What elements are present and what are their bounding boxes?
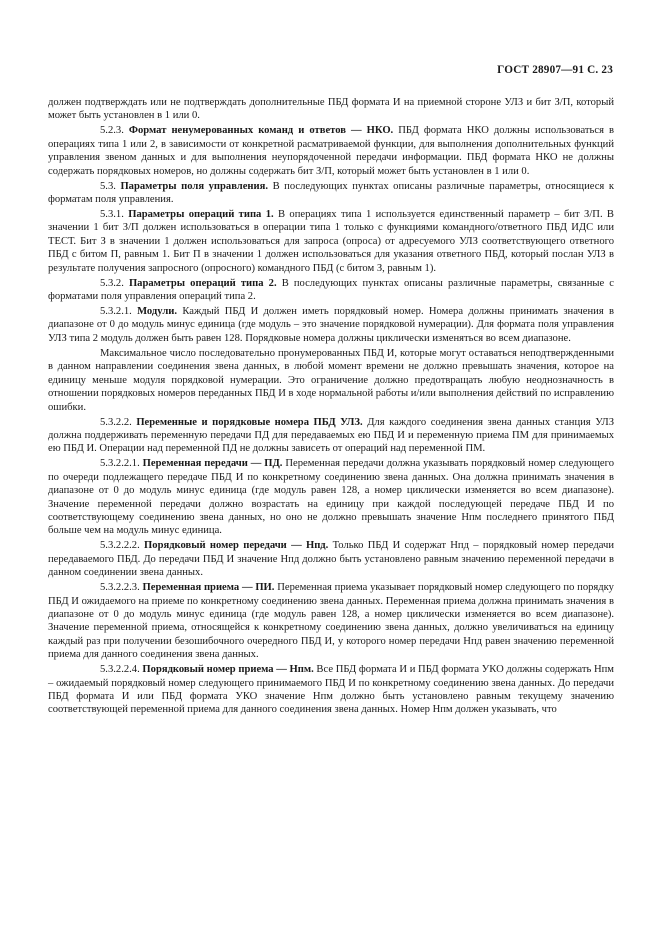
section-heading: Параметры операций типа 2. — [128, 277, 277, 289]
section-number: 5.3.2.1. — [100, 306, 132, 318]
paragraph-5-3-2-1 — [48, 305, 614, 345]
section-heading: Параметры операций типа 1. — [128, 209, 274, 221]
paragraph-5-3-2-2-3 — [48, 581, 614, 661]
section-number: 5.3. — [100, 180, 116, 192]
section-number: 5.3.2. — [100, 277, 124, 289]
paragraph-max-number — [48, 347, 614, 414]
section-heading: Параметры поля управления. — [120, 180, 269, 192]
section-heading: Порядковый номер приема — Нпм. — [142, 664, 314, 676]
section-number: 5.3.2.2. — [100, 416, 132, 428]
paragraph-text: ПБД формата НКО должны использоваться в операциях типа 1 или 2, в зависимости от конкретной расматриваемой функции, для выполнения дополнительных функций управления звеном данных и для выполнения неупорядоченной передачи информации. ПБД формата НКО не должны содержать порядковых номеров, но должны содержать бит З/П, который может быть установлен в 1 или 0. — [48, 125, 615, 177]
page-header: ГОСТ 28907—91 С. 23 — [497, 64, 613, 76]
paragraph-text: должен подтверждать или не подтверждать дополнительные ПБД формата И на приемной стороне УЛЗ и бит З/П, который может быть установлен в 1 или 0. — [48, 97, 614, 122]
section-heading: Формат ненумерованных команд и ответов — НКО. — [128, 125, 394, 137]
document-body — [48, 96, 614, 718]
section-number: 5.3.2.2.3. — [100, 582, 140, 594]
paragraph-text: Для каждого соединения звена данных станция УЛЗ должна поддерживать переменную передачи ПД для передаваемых ею ПБД И и переменную приема ПМ для принимаемых ею ПБД И. Операции над переменной ПД не должны зависеть от операций над переменной ПМ. — [48, 416, 614, 455]
section-heading: Переменная передачи — ПД. — [142, 458, 283, 470]
paragraph-text: Каждый ПБД И должен иметь порядковый номер. Номера должны принимать значения в диапазоне от 0 до модуль минус единица (где модуль – это значение порядковой нумерации). Для формата поля управления УЛЗ типа 2 модуль должен быть равен 128. Порядковые номера должны циклически изменяться во всем диапазоне. — [48, 306, 615, 344]
paragraph-continuation — [48, 96, 614, 123]
paragraph-text: В последующих пунктах описаны различные параметры, относящиеся к форматам поля управления. — [48, 180, 614, 206]
paragraph-text: В операциях типа 1 используется единственный параметр – бит З/П. В значении 1 бит З/П должен использоваться в операции типа 1 только с функциями командного/ответного ПБД ИДС или ТЕСТ. Бит З в значении 1 должен использоваться для запроса (опроса) от адресуемого УЛЗ соответствующего ответного ПБД с битом П, равным 1. Бит П в значении 1 должен использоваться для указания ответного ПБД, который послан УЛЗ в результате получения запросного (опросного) командного ПБД (с битом З, равным 1). — [48, 209, 615, 274]
section-number: 5.3.1. — [100, 209, 124, 221]
paragraph-5-3-2-2-4 — [48, 663, 614, 717]
paragraph-5-3-2-2-1 — [48, 457, 614, 537]
paragraph-5-3 — [48, 180, 614, 207]
section-number: 5.3.2.2.4. — [100, 664, 140, 676]
paragraph-5-3-1 — [48, 208, 614, 275]
section-number: 5.3.2.2.2. — [100, 540, 140, 552]
section-heading: Переменная приема — ПИ. — [142, 582, 275, 594]
paragraph-text: Переменная приема указывает порядковый номер следующего по порядку ПБД И ожидаемого на приеме по конкретному соединению звена данных. Переменная приема должна принимать значения в диапазоне от 0 до модуль минус единица (где модуль равен 128, а номер циклически изменяется во всем диапазоне). Значение переменной приема, относящейся к конкретному соединению звена данных, должно увеличиваться на единицу каждый раз при получении безошибочного очередного ПБД И, у которого номер передачи Нпд равен значению переменной приема для данного соединения звена данных. — [48, 582, 614, 661]
paragraph-text: Только ПБД И содержат Нпд – порядковый номер передачи передаваемого ПБД. До передачи ПБД И значение Нпд должно быть установлено равным значению переменной передачи в данном соединении звена данных. — [48, 540, 614, 579]
section-number: 5.2.3. — [100, 125, 124, 137]
paragraph-5-3-2 — [48, 277, 614, 304]
section-heading: Порядковый номер передачи — Нпд. — [144, 540, 329, 552]
paragraph-5-2-3 — [48, 124, 614, 178]
section-heading: Переменные и порядковые номера ПБД УЛЗ. — [136, 416, 363, 428]
section-heading: Модули. — [137, 306, 178, 318]
paragraph-text: Все ПБД формата И и ПБД формата УКО должны содержать Нпм – ожидаемый порядковый номер следующего принимаемого ПБД И по конкретному соединению звена данных. До передачи ПБД формата И или ПБД формата УКО значение Нпм должно быть установлено равным текущему значению соответствующей переменной приема для данного соединения звена данных. Номер Нпм должен указывать, что — [48, 664, 614, 716]
paragraph-text: Переменная передачи должна указывать порядковый номер следующего по очереди подлежащего передаче ПБД И по конкретному соединению звена данных. Она должна принимать значения в диапазоне от 0 до модуль минус единица (где модуль равен 128, а номер циклически изменяется во всем диапазоне). Значение переменной передачи должно возрастать на единицу при каждой последующей передаче ПБД И по соответствующему соединению звена данных, но оно не должно превышать значение Нпм последнего принятого ПБД больше чем на модуль минус единица. — [48, 458, 614, 537]
section-number: 5.3.2.2.1. — [100, 458, 140, 470]
paragraph-text: В последующих пунктах описаны различные параметры, связанные с форматами поля управления операций типа 2. — [48, 277, 614, 303]
paragraph-5-3-2-2-2 — [48, 539, 614, 579]
paragraph-5-3-2-2 — [48, 416, 614, 456]
paragraph-text: Максимальное число последовательно пронумерованных ПБД И, которые могут оставаться неподтвержденными в данном направлении соединения звена данных, в любой момент времени не должно превышать значения, которое на единицу меньше модуля порядковой нумерации. Это ограничение должно предотвращать любую неоднозначность в отношении порядковых номеров переданных ПБД И в ходе нормальной работы и/или выполнения действий по исправлению ошибки. — [48, 347, 614, 413]
